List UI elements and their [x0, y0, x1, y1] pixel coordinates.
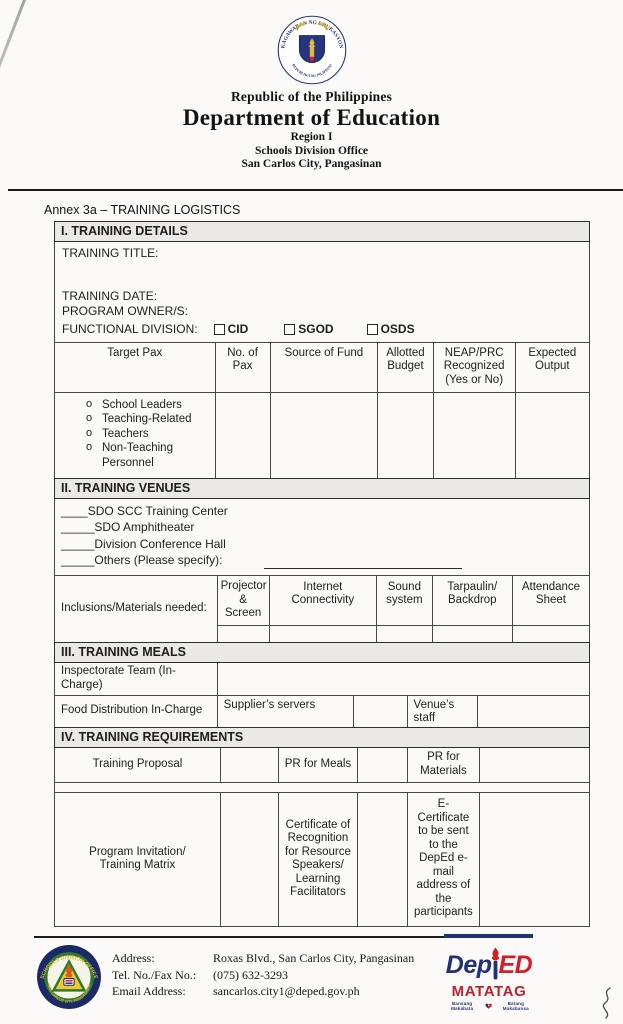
tel-label: Tel. No./Fax No.: — [112, 967, 197, 982]
pax-item-label: Teaching-Related — [102, 413, 192, 425]
email-row — [112, 983, 414, 1000]
empty-cell — [353, 695, 407, 727]
division-option-sgod — [284, 321, 333, 338]
materials-header-row — [55, 575, 590, 625]
others-blank-line — [264, 556, 462, 569]
inspectorate-label: Inspectorate Team (In-Charge) — [55, 662, 218, 695]
bullet-mark: o — [86, 412, 93, 424]
office-line: Schools Division Office — [254, 144, 369, 157]
section4-header: IV. TRAINING REQUIREMENTS — [54, 727, 590, 748]
tel-value: (075) 632-3293 — [213, 967, 288, 982]
suppliers-servers-cell: Supplier’s servers — [217, 695, 353, 727]
training-logistics-form — [54, 222, 590, 927]
empty-cell — [270, 392, 378, 478]
col-target-pax: Target Pax — [55, 342, 216, 392]
bullet-mark: o — [86, 441, 93, 453]
osds-label: OSDS — [380, 321, 415, 336]
deped-wordmark — [442, 944, 536, 980]
empty-cell — [512, 625, 589, 642]
pax-item-label: Teachers — [102, 427, 149, 440]
col-expected-output: Expected Output — [515, 342, 589, 392]
footer-blue-accent — [444, 934, 533, 938]
tagline-left: Bansang Makabata — [451, 1001, 474, 1011]
empty-cell — [217, 662, 589, 695]
venues-cell — [54, 499, 590, 576]
food-distribution-label: Food Distribution In-Charge — [55, 695, 218, 727]
matatag-tagline — [442, 1001, 536, 1011]
empty-cell — [220, 792, 278, 926]
col-internet-connectivity: Internet Connectivity — [269, 575, 377, 625]
materials-label: Inclusions/Materials needed: — [55, 575, 218, 642]
program-invitation-label: Program Invitation/ Training Matrix — [55, 792, 221, 926]
meals-table-row1 — [54, 662, 590, 696]
cid-checkbox[interactable] — [214, 324, 225, 335]
empty-cell — [478, 695, 590, 727]
section2-header: II. TRAINING VENUES — [54, 478, 590, 499]
email-value: sancarlos.city1@deped.gov.ph — [213, 984, 360, 998]
col-projector-screen: Projector & Screen — [217, 575, 269, 625]
col-attendance-sheet: Attendance Sheet — [512, 575, 589, 625]
e-certificate-cell: E-Certificate to be sent to the DepEd e-mail address of the participants — [408, 792, 480, 926]
bullet-mark: o — [86, 397, 93, 410]
empty-cell — [220, 747, 278, 782]
sgod-label: SGOD — [298, 321, 334, 336]
pr-for-meals-cell: PR for Meals — [278, 747, 358, 782]
header-divider — [8, 189, 623, 191]
cid-label: CID — [227, 321, 249, 336]
certificate-recognition-cell: Certificate of Recognition for Resource Speakers/ Learning Facilitators — [278, 792, 358, 926]
region-line: Region I — [290, 131, 333, 143]
training-title-blank — [62, 262, 582, 289]
empty-cell — [432, 625, 512, 642]
venue-option: _____Division Conference Hall — [61, 536, 226, 551]
pax-item-label: Non-Teaching Personnel — [102, 442, 173, 469]
meals-table-row2 — [54, 695, 590, 728]
sdo-seal-icon — [36, 944, 102, 1010]
deped-seal-icon — [276, 14, 348, 86]
division-option-osds — [367, 321, 415, 338]
deped-matatag-logo — [442, 944, 536, 1011]
city-line: San Carlos City, Pangasinan — [241, 158, 382, 170]
contact-block — [112, 950, 414, 1000]
section3-header: III. TRAINING MEALS — [54, 642, 590, 663]
empty-cell — [479, 792, 589, 926]
target-pax-table — [54, 342, 590, 479]
pax-header-row — [55, 342, 590, 392]
functional-division-label: FUNCTIONAL DIVISION: — [62, 321, 198, 336]
program-invitation-row — [55, 792, 590, 926]
venue-others-label: _____Others (Please specify): — [61, 553, 223, 567]
empty-cell — [358, 792, 408, 926]
venues-staff-cell: Venue’s staff — [407, 695, 478, 727]
venue-option-others — [61, 552, 583, 569]
address-value: Roxas Blvd., San Carlos City, Pangasinan — [213, 951, 415, 965]
republic-line: Republic of the Philippines — [230, 89, 393, 104]
address-row — [112, 950, 414, 967]
col-source-of-fund: Source of Fund — [270, 342, 378, 392]
col-allotted-budget: Allotted Budget — [378, 342, 434, 392]
inspectorate-row — [55, 662, 590, 695]
department-title: Department of Education — [182, 105, 441, 130]
tel-row — [112, 967, 414, 984]
venue-option: ____SDO SCC Training Center — [61, 503, 228, 518]
osds-checkbox[interactable] — [367, 324, 378, 335]
division-option-cid — [214, 321, 249, 338]
training-date-label: TRAINING DATE: — [62, 288, 158, 303]
empty-cell — [515, 392, 589, 478]
col-neap-prc: NEAP/PRC Recognized (Yes or No) — [433, 342, 515, 392]
empty-cell — [215, 392, 270, 478]
empty-cell — [269, 625, 377, 642]
email-label: Email Address: — [112, 984, 186, 998]
sgod-checkbox[interactable] — [284, 324, 295, 335]
matatag-wordmark: MATATAG — [451, 983, 527, 1000]
handwritten-mark — [597, 985, 617, 1021]
col-no-of-pax: No. of Pax — [215, 342, 270, 392]
pax-item — [86, 412, 212, 427]
pax-item-label: School Leaders — [102, 398, 182, 411]
pax-data-row — [55, 392, 590, 478]
torch-icon — [490, 947, 501, 983]
heart-flag-icon — [485, 1003, 492, 1009]
col-sound-system: Sound system — [377, 575, 433, 625]
annex-label: Annex 3a – TRAINING LOGISTICS — [44, 203, 241, 217]
bullet-mark: o — [86, 426, 93, 439]
seal-top-text: KAGAWARAN NG EDUKASYON — [279, 19, 344, 49]
letterhead — [0, 14, 623, 172]
requirements-table-row1 — [54, 747, 590, 783]
pr-for-materials-cell: PR for Materials — [408, 747, 480, 782]
empty-cell — [479, 747, 589, 782]
empty-cell — [433, 392, 515, 478]
target-pax-list-cell — [55, 392, 216, 478]
col-tarpaulin-backdrop: Tarpaulin/ Backdrop — [432, 575, 512, 625]
program-owner-label: PROGRAM OWNER/S: — [62, 304, 189, 318]
training-title-label: TRAINING TITLE: — [62, 246, 159, 260]
address-label: Address: — [112, 951, 155, 965]
empty-cell — [358, 747, 408, 782]
food-distribution-row — [55, 695, 590, 727]
sdo-seal-bottom-text: SAN CARLOS CITY, PANGASINAN — [46, 983, 92, 1004]
seal-bottom-text: REPUBLIKA NG PILIPINAS — [290, 63, 333, 79]
materials-table — [54, 575, 590, 643]
sdo-seal-top-text: SCHOOLS DIVISION OFFICE — [39, 954, 99, 980]
pax-item — [86, 441, 212, 470]
venue-option: _____SDO Amphitheater — [61, 520, 195, 534]
section1-header: I. TRAINING DETAILS — [54, 221, 590, 242]
empty-cell — [217, 625, 269, 642]
training-proposal-row — [55, 747, 590, 782]
training-proposal-label: Training Proposal — [55, 747, 221, 782]
requirements-table-row2 — [54, 792, 590, 927]
empty-cell — [377, 625, 433, 642]
deped-red-text: ED — [498, 951, 533, 979]
pax-item — [86, 427, 212, 442]
tagline-right: Batang Makabansa — [502, 1001, 529, 1011]
functional-division-row — [62, 321, 582, 338]
empty-cell — [378, 392, 434, 478]
training-details-cell — [54, 242, 590, 343]
pax-item — [86, 398, 212, 413]
deped-blue-text: Dep — [445, 951, 492, 979]
